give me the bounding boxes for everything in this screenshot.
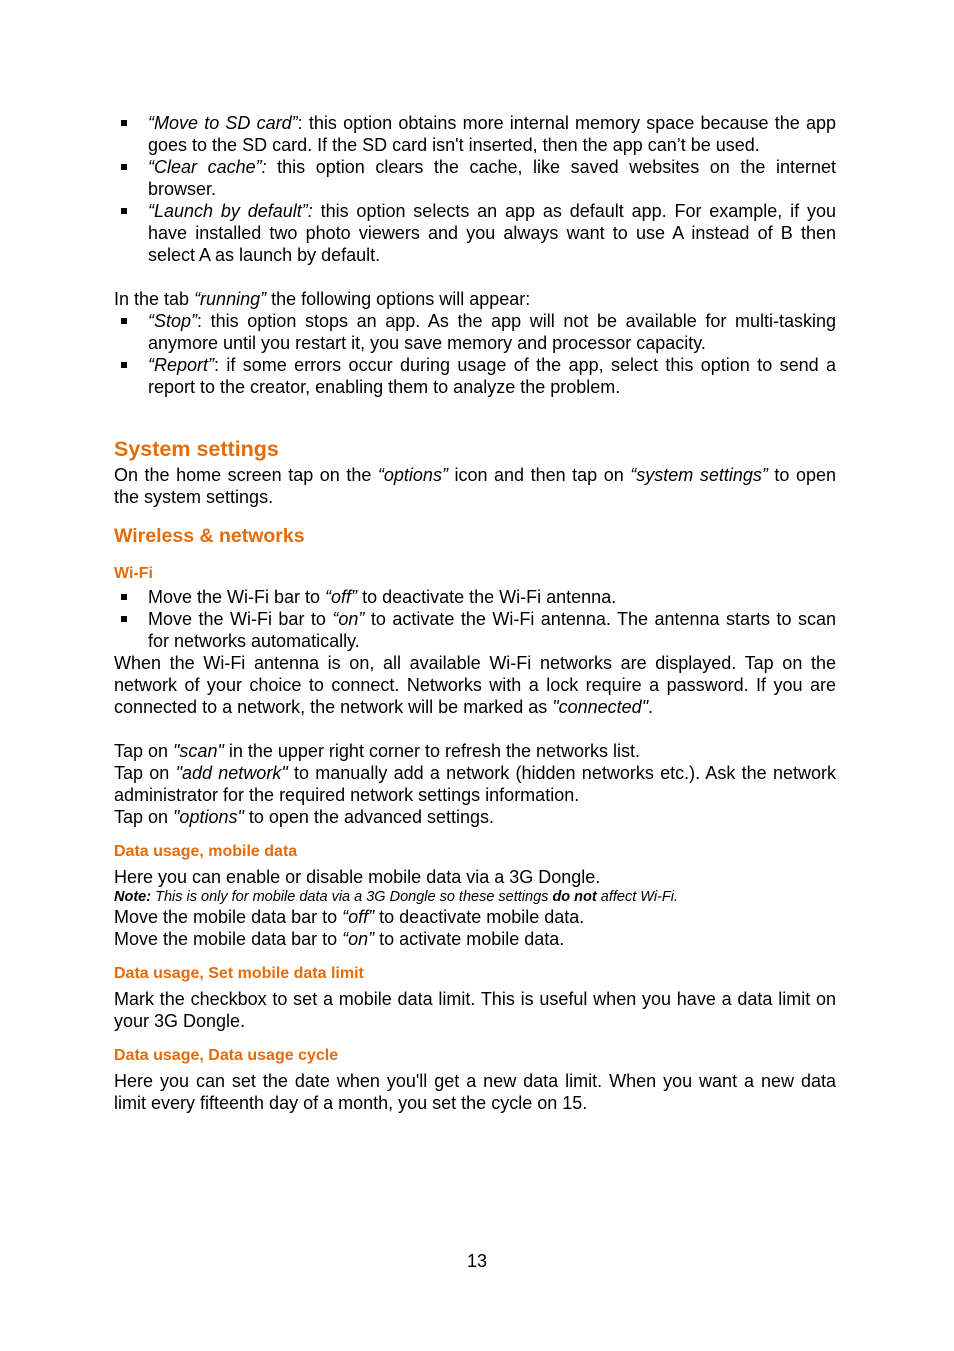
document-page	[114, 112, 836, 1114]
list-item: “Move to SD card”: this option obtains more internal memory space because the app goes to the SD card. If the SD card isn't inserted, then the app can’t be used.	[114, 112, 836, 156]
list-item: “Stop”: this option stops an app. As the app will not be available for multi-tasking anymore until you restart it, you save memory and processor capacity.	[114, 310, 836, 354]
mobile-data-heading: Data usage, mobile data	[114, 843, 298, 860]
data-cycle-paragraph: Here you can set the date when you'll get a new data limit. When you want a new data limit every fifteenth day of a month, you set the cycle on 15.	[114, 1071, 836, 1113]
mobile-data-off-paragraph: Move the mobile data bar to “off” to deactivate mobile data.	[114, 907, 585, 927]
option-description: this option clears the cache, like saved websites on the internet browser.	[148, 157, 836, 199]
system-settings-heading: System settings	[114, 437, 279, 461]
wifi-add-network-paragraph: Tap on "add network" to manually add a network (hidden networks etc.). Ask the network administrator for the required network settings information.	[114, 763, 836, 805]
page-number: 13	[466, 1251, 488, 1271]
option-term: “Launch by default”:	[148, 201, 313, 221]
wifi-list	[114, 586, 836, 652]
mobile-data-note: Note: This is only for mobile data via a 3G Dongle so these settings do not affect Wi-Fi.	[114, 889, 678, 905]
wifi-options-paragraph: Tap on "options" to open the advanced settings.	[114, 807, 495, 827]
option-term: “Clear cache”:	[148, 157, 267, 177]
data-limit-paragraph: Mark the checkbox to set a mobile data limit. This is useful when you have a data limit on your 3G Dongle.	[114, 989, 836, 1031]
option-description: if some errors occur during usage of the app, select this option to send a report to the creator, enabling them to analyze the problem.	[148, 355, 836, 397]
list-item	[114, 200, 836, 266]
option-term: “Stop”	[148, 311, 198, 331]
system-settings-paragraph: On the home screen tap on the “options” icon and then tap on “system settings” to open the system settings.	[114, 465, 837, 507]
wifi-paragraph: When the Wi-Fi antenna is on, all available Wi-Fi networks are displayed. Tap on the network of your choice to connect. Networks with a lock require a password. If you are connected to a network, the network will be marked as "connected".	[114, 653, 836, 717]
running-options-list	[114, 310, 836, 398]
wireless-networks-heading: Wireless & networks	[114, 525, 305, 547]
app-options-list	[114, 112, 836, 266]
list-item	[114, 156, 836, 200]
wifi-scan-paragraph: Tap on "scan" in the upper right corner to refresh the networks list.	[114, 741, 641, 761]
data-limit-heading: Data usage, Set mobile data limit	[114, 965, 364, 982]
list-item: “Report”: if some errors occur during usage of the app, select this option to send a report to the creator, enabling them to analyze the problem.	[114, 354, 836, 398]
option-description: this option selects an app as default app. For example, if you have installed two photo viewers and you always want to use A instead of B then select A as launch by default.	[148, 201, 836, 265]
wifi-heading: Wi-Fi	[114, 565, 153, 582]
list-item: Move the Wi-Fi bar to “off” to deactivate the Wi-Fi antenna.	[114, 586, 836, 608]
list-item: Move the Wi-Fi bar to “on” to activate the Wi-Fi antenna. The antenna starts to scan for networks automatically.	[114, 608, 836, 652]
running-intro: In the tab “running” the following options will appear:	[114, 289, 531, 309]
option-description: this option stops an app. As the app will not be available for multi-tasking anymore until you restart it, you save memory and processor capacity.	[148, 311, 836, 353]
mobile-data-paragraph: Here you can enable or disable mobile data via a 3G Dongle.	[114, 867, 601, 887]
data-cycle-heading: Data usage, Data usage cycle	[114, 1047, 339, 1064]
option-term: “Report”	[148, 355, 215, 375]
option-description: this option obtains more internal memory space because the app goes to the SD card. If the SD card isn't inserted, then the app can’t be used.	[148, 113, 836, 155]
option-term: “Move to SD card”	[148, 113, 298, 133]
mobile-data-on-paragraph: Move the mobile data bar to “on” to activate mobile data.	[114, 929, 565, 949]
